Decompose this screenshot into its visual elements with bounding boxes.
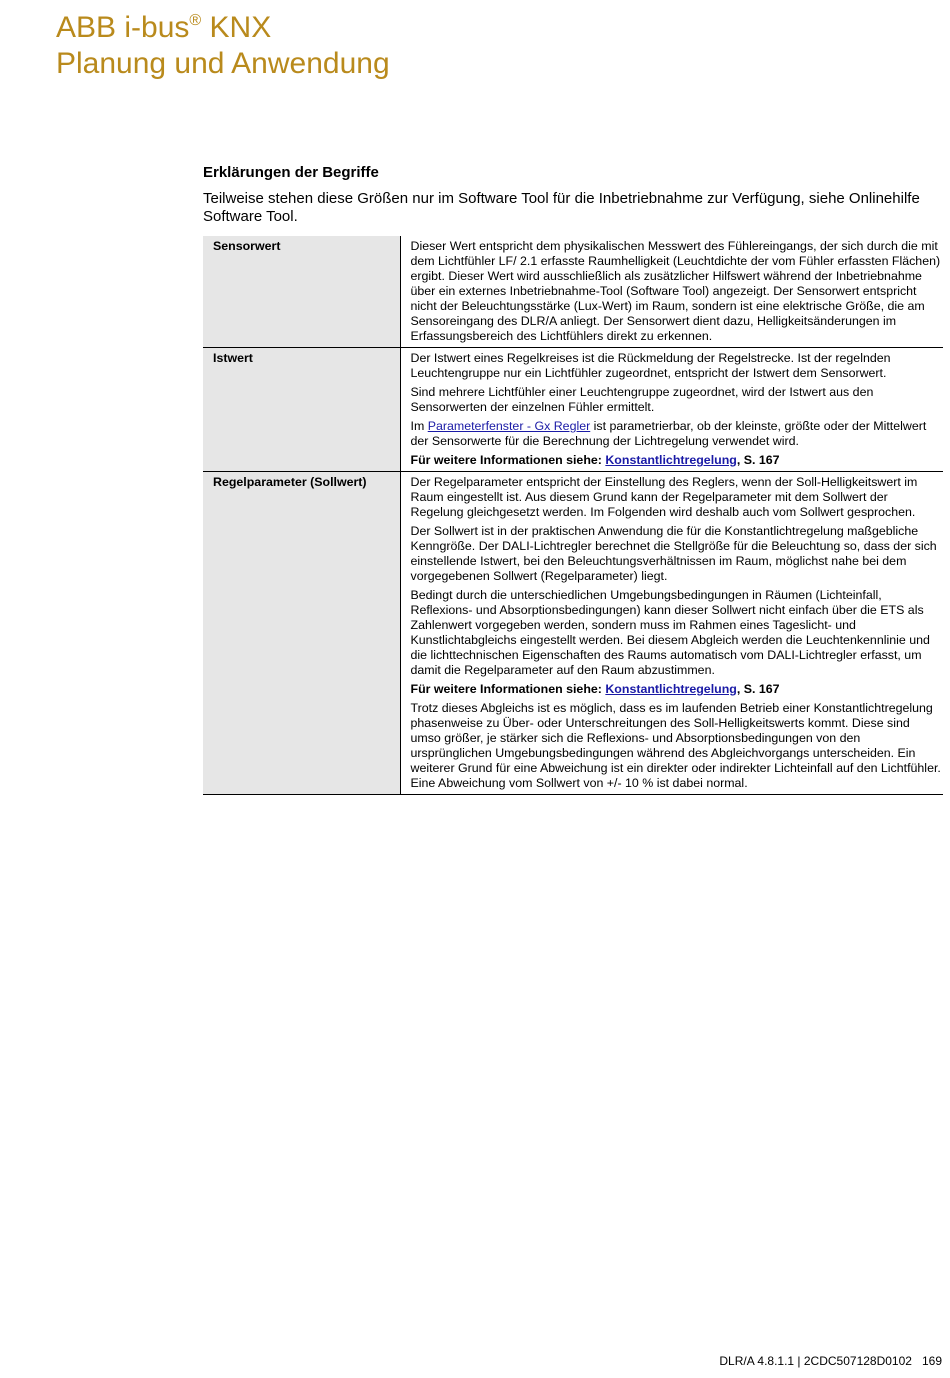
description-paragraph: Bedingt durch die unterschiedlichen Umgebungsbedingungen in Räumen (Lichteinfall, Reflexions- und Absorptionsbedingungen) kann dieser Sollwert nicht einfach über die ETS als Zahlenwert vorgegeben werden, sondern muss im Rahmen eines Tageslicht- und Kunstlichtabgleichs eingestellt werden. Bei diesem Abgleich werden die Leuchtenkennlinie und die lichttechnischen Eigenschaften des Raums automatisch vom DALI-Lichtregler erfasst, um damit die Regelparameter auf den Raum abzustimmen. (410, 588, 930, 677)
term-description (400, 348, 943, 472)
reference-line (411, 682, 942, 697)
description-paragraph: Dieser Wert entspricht dem physikalischen Messwert des Fühlereingangs, der sich durch die mit dem Lichtfühler LF/ 2.1 erfasste Raumhelligkeit (Leuchtdichte der vom Fühler erfassten Flächen) ergibt. Dieser Wert wird ausschließlich als zusätzlicher Hilfswert während der Inbetriebnahme über ein externes Inbetriebnahme-Tool (Software Tool) angezeigt. Der Sensorwert entspricht nicht der Beleuchtungsstärke (Lux-Wert) im Raum, sondern ist eine elektrische Größe, die am Sensoreingang des DLR/A anliegt. Der Sensorwert dient dazu, Helligkeitsänderungen im Erfassungsbereich des Lichtfühlers direkt zu erkennen. (410, 239, 941, 343)
table-row (203, 472, 943, 795)
description-paragraph: Der Sollwert ist in der praktischen Anwendung die für die Konstantlichtregelung maßgebliche Kenngröße. Der DALI-Lichtregler berechnet die Stellgröße für die Beleuchtung so, dass der sich einstellende Istwert, bei den Beleuchtungsverhältnissen im Raum, möglichst nahe bei dem vorgegebenen Sollwert (Regelparameter) liegt. (410, 524, 937, 583)
page-footer (719, 1354, 942, 1368)
description-paragraph (411, 419, 942, 449)
description-paragraph: Der Regelparameter entspricht der Einstellung des Reglers, wenn der Soll-Helligkeitswert im Raum eingestellt ist. Aus diesem Grund kann der Regelparameter mit dem Sollwert der Regelung gleichgesetzt werden. Im Folgenden wird deshalb auch vom Sollwert gesprochen. (410, 475, 918, 519)
parameter-window-link[interactable]: Parameterfenster - Gx Regler (427, 419, 591, 433)
term-label: Istwert (203, 348, 400, 472)
description-paragraph: Trotz dieses Abgleichs ist es möglich, dass es im laufenden Betrieb einer Konstantlichtregelung phasenweise zu Über- oder Unterschreitungen des Soll-Helligkeitswerts kommt. Diese sind umso größer, je stärker sich die Reflexions- und Absorptionsbedingungen von den ursprünglichen Umgebungsbedingungen während des Abgleichvorgangs unterscheiden. Ein weiterer Grund für eine Abweichung ist ein direkter oder indirekter Lichteinfall auf den Lichtfühler. Eine Abweichung vom Sollwert von +/- 10 % ist dabei normal. (410, 701, 941, 790)
text-span: Für weitere Informationen siehe: (410, 453, 606, 467)
brand-suffix: KNX (209, 11, 272, 44)
main-content (203, 163, 943, 795)
registered-mark: ® (189, 12, 202, 29)
header-brand (56, 10, 390, 46)
text-span: Für weitere Informationen siehe: (410, 682, 606, 696)
term-label: Sensorwert (203, 236, 400, 348)
reference-line (411, 453, 942, 468)
table-row (203, 236, 943, 348)
description-paragraph: Der Istwert eines Regelkreises ist die Rückmeldung der Regelstrecke. Ist der regelnden Leuchtengruppe nur ein Lichtfühler zugeordnet, entspricht der Istwert dem Sensorwert. (410, 351, 891, 380)
brand-name: ABB i-bus (56, 11, 190, 44)
header-subtitle: Planung und Anwendung (56, 47, 390, 80)
text-span: , S. 167 (736, 453, 780, 467)
term-label: Regelparameter (Sollwert) (203, 472, 400, 795)
page-number: 169 (921, 1354, 942, 1368)
document-header (56, 10, 390, 82)
text-span: Im (410, 419, 428, 433)
term-description (400, 472, 943, 795)
section-intro: Teilweise stehen diese Größen nur im Software Tool für die Inbetriebnahme zur Verfügung, siehe Onlinehilfe Software Tool. (203, 190, 920, 225)
text-span: , S. 167 (736, 682, 780, 696)
footer-document-id: DLR/A 4.8.1.1 | 2CDC507128D0102 (719, 1354, 912, 1368)
terms-table (203, 236, 943, 795)
table-row (203, 348, 943, 472)
description-paragraph: Sind mehrere Lichtfühler einer Leuchtengruppe zugeordnet, wird der Istwert aus den Sensorwerten der einzelnen Fühler ermittelt. (410, 385, 874, 414)
section-title: Erklärungen der Begriffe (203, 164, 379, 181)
text-span: ist parametrierbar, ob der kleinste, größte oder der Mittelwert der Sensorwerte für die Berechnung der Lichtregelung verwendet wird. (410, 419, 927, 448)
reference-link[interactable]: Konstantlichtregelung (605, 453, 737, 467)
term-description (400, 236, 943, 348)
reference-link[interactable]: Konstantlichtregelung (605, 682, 737, 696)
